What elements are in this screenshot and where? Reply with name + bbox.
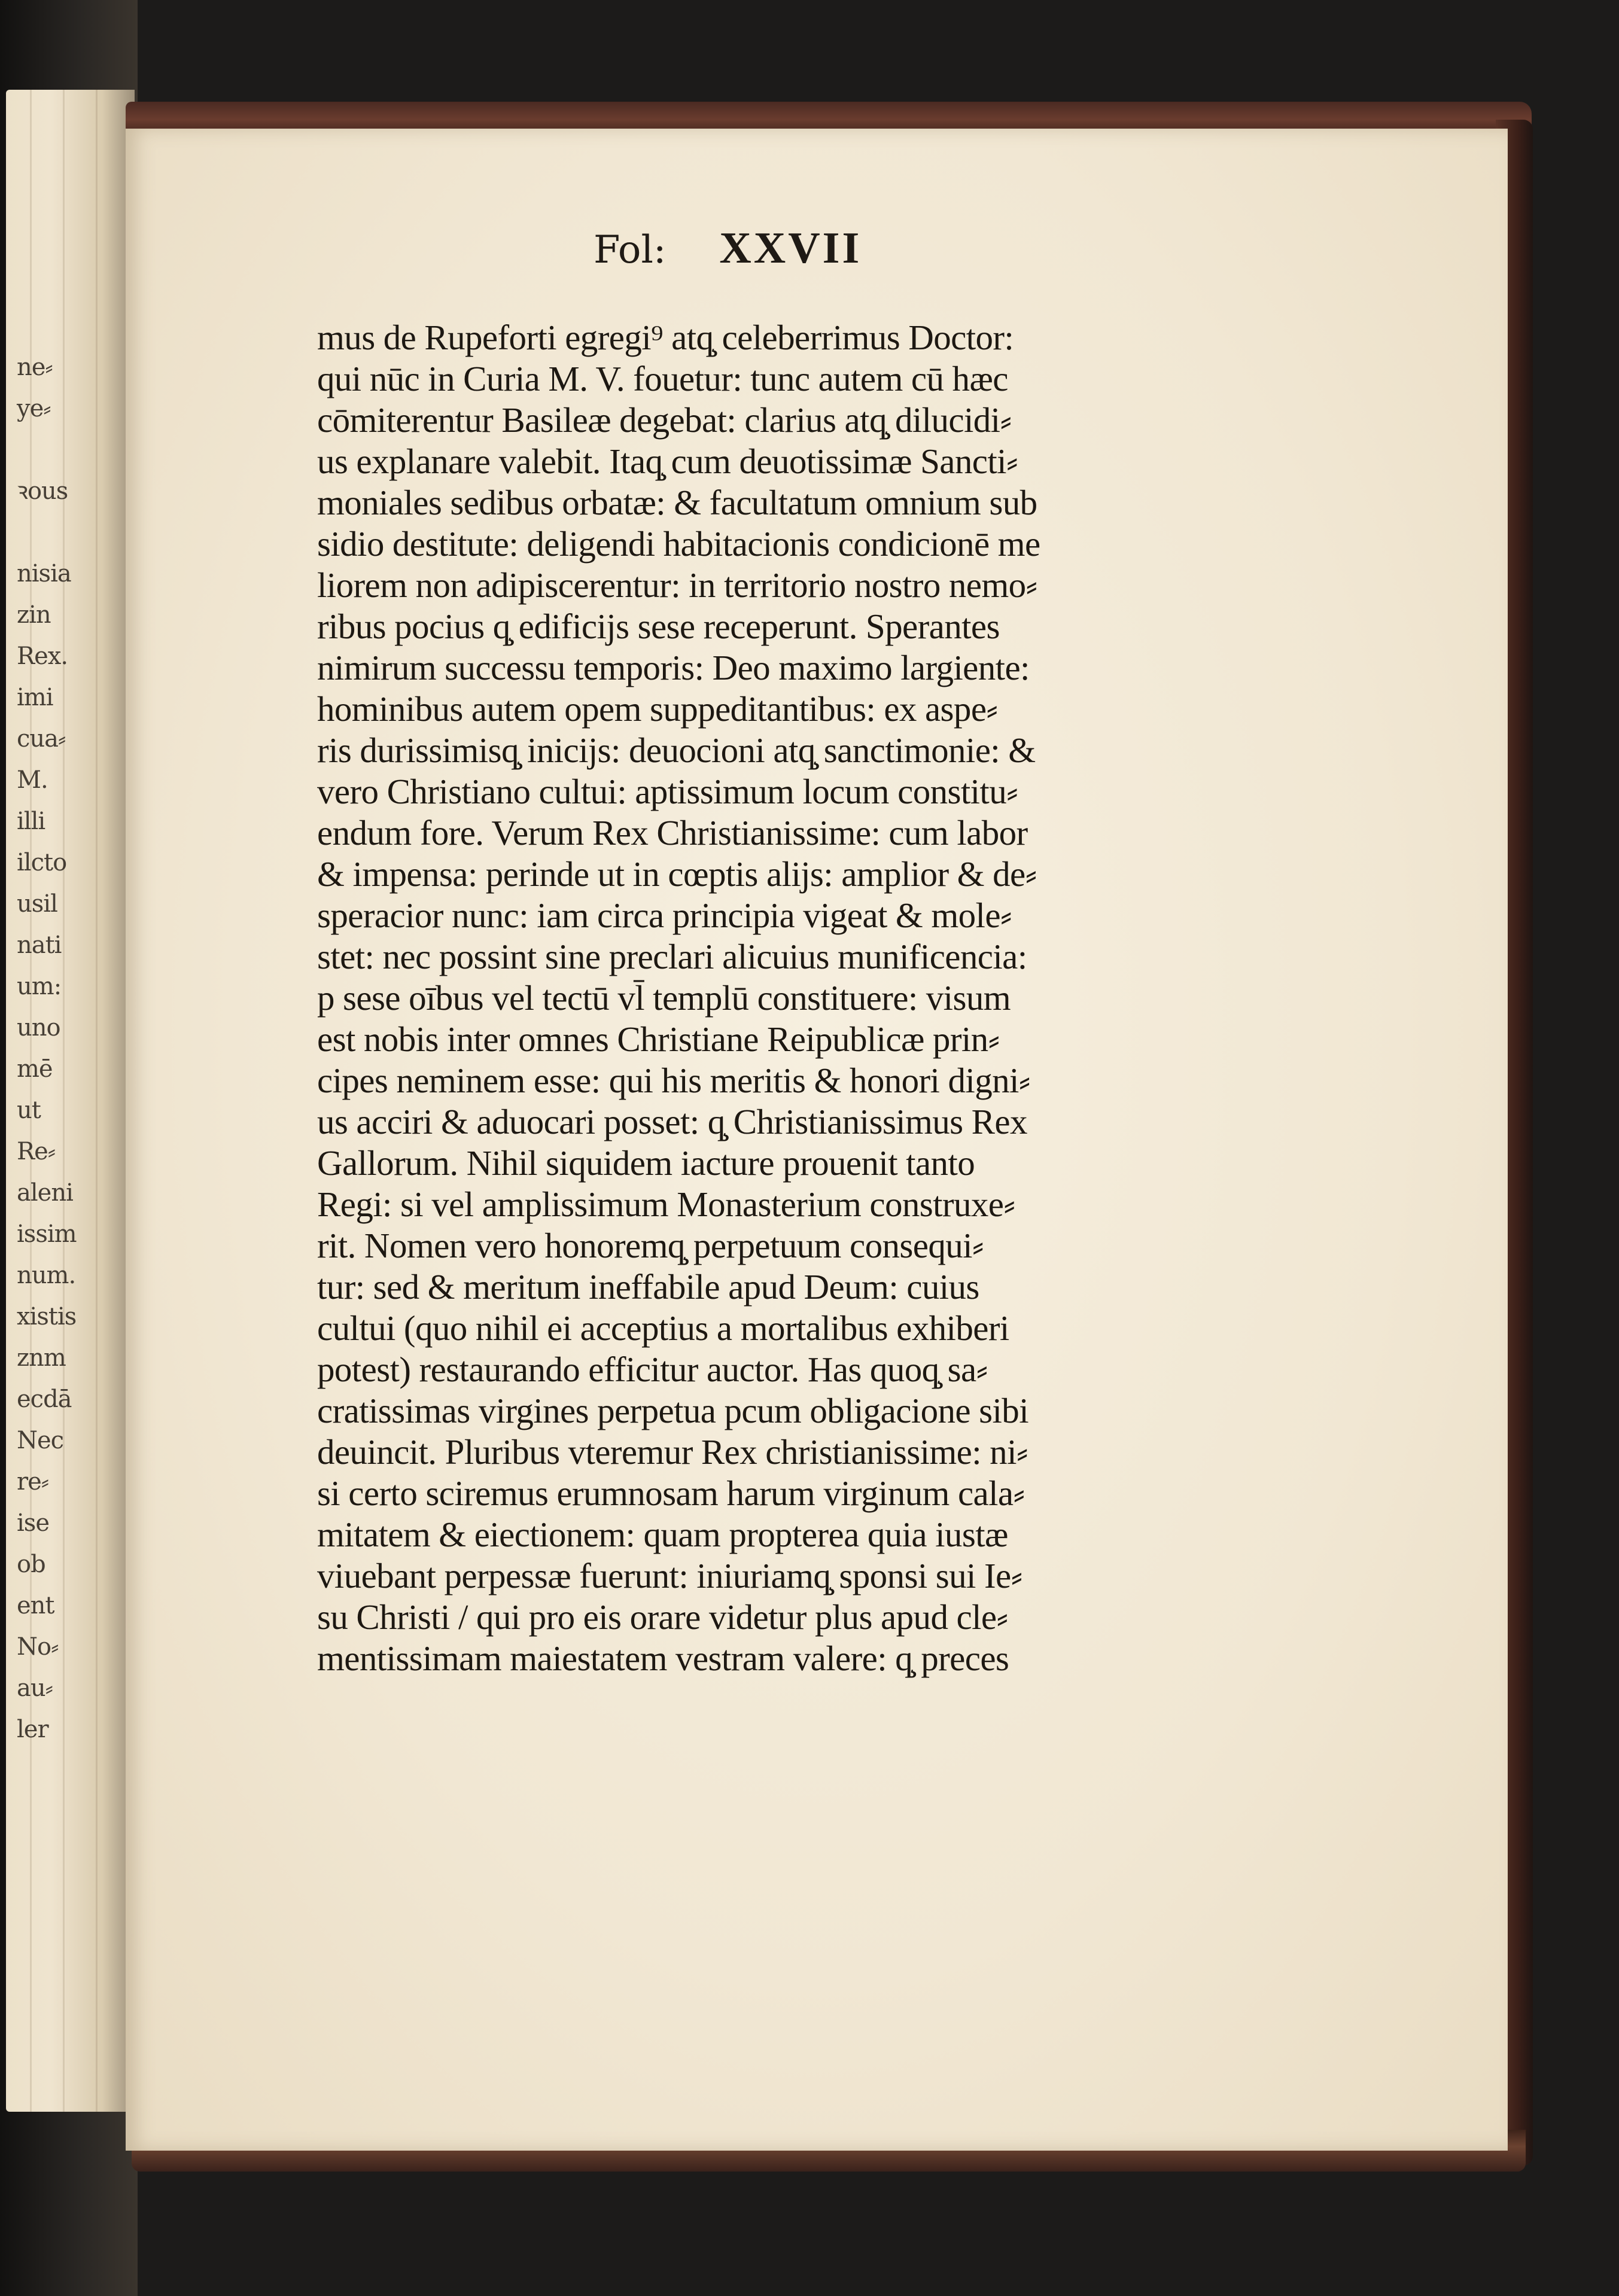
- facing-text-fragment: ne⸗: [17, 354, 53, 381]
- text-line: mentissimam maiestatem vestram valere: q̧ preces: [317, 1639, 1009, 1678]
- facing-text-fragment: mē: [17, 1055, 53, 1083]
- text-line: mitatem & eiectionem: quam propterea quia iustæ: [317, 1515, 1008, 1554]
- text-line: & impensa: perinde ut in cœptis alijs: amplior & de⸗: [317, 854, 1037, 894]
- text-line: moniales sedibus orbatæ: & facultatum omnium sub: [317, 483, 1037, 522]
- facing-text-fragment: nisia: [17, 560, 71, 587]
- text-line: nimirum successu temporis: Deo maximo largiente:: [317, 648, 1030, 687]
- text-line: deuincit. Pluribus vteremur Rex christianissime: ni⸗: [317, 1432, 1028, 1472]
- text-line: ribus pocius q̧ edificijs sese receperunt. Sperantes: [317, 607, 1000, 646]
- text-line: stet: nec possint sine preclari alicuius munificencia:: [317, 937, 1027, 976]
- text-line: su Christi / qui pro eis orare videtur plus apud cle⸗: [317, 1597, 1008, 1637]
- text-line: liorem non adipiscerentur: in territorio nostro nemo⸗: [317, 565, 1037, 605]
- facing-text-fragment: ise: [17, 1509, 49, 1537]
- text-line: Gallorum. Nihil siquidem iacture prouenit tanto: [317, 1143, 975, 1183]
- body-text: [317, 317, 1167, 1679]
- text-line: rit. Nomen vero honoremq̧ perpetuum consequi⸗: [317, 1226, 984, 1265]
- text-line: qui nūc in Curia M. V. fouetur: tunc autem cū hæc: [317, 359, 1008, 398]
- facing-text-fragment: [17, 430, 77, 471]
- text-line: si certo sciremus erumnosam harum virginum cala⸗: [317, 1473, 1025, 1513]
- facing-text-fragment: ut: [17, 1097, 41, 1124]
- text-line: endum fore. Verum Rex Christianissime: cum labor: [317, 813, 1028, 852]
- facing-text-fragment: re⸗: [17, 1468, 49, 1496]
- text-line: viuebant perpessæ fuerunt: iniuriamq̧ sponsi sui Ie⸗: [317, 1556, 1022, 1595]
- text-line: sidio destitute: deligendi habitacionis condicionē me: [317, 524, 1040, 564]
- text-line: mus de Rupeforti egregi⁹ atq̧ celeberrimus Doctor:: [317, 318, 1014, 357]
- text-line: p sese oībus vel tectū vl̄ templū constituere: visum: [317, 978, 1011, 1018]
- facing-text-fragment: au⸗: [17, 1674, 53, 1702]
- folio-label: Fol:: [594, 228, 667, 272]
- facing-text-fragment: nati: [17, 931, 62, 959]
- facing-text-fragment: imi: [17, 684, 53, 711]
- facing-text-fragment: No⸗: [17, 1633, 59, 1661]
- facing-text-fragment: ler: [17, 1716, 48, 1743]
- facing-text-fragment: issim: [17, 1220, 77, 1248]
- facing-text-fragment: M.: [17, 766, 48, 794]
- text-line: cratissimas virgines perpetua pcum obligacione sibi: [317, 1391, 1028, 1430]
- facing-text-fragment: xistis: [17, 1303, 77, 1330]
- facing-text-fragment: ye⸗: [17, 395, 51, 422]
- text-line: cōmiterentur Basileæ degebat: clarius atq̧ dilucidi⸗: [317, 400, 1012, 440]
- facing-page-edge: [6, 90, 135, 2112]
- text-line: speracior nunc: iam circa principia vigeat & mole⸗: [317, 896, 1012, 935]
- facing-text-fragment: ob: [17, 1551, 45, 1578]
- facing-text-fragment: ilcto: [17, 849, 67, 876]
- facing-text-fragment: [17, 512, 77, 553]
- facing-text-fragment: uno: [17, 1014, 60, 1042]
- facing-text-fragment: ent: [17, 1592, 54, 1619]
- facing-text-fragment: illi: [17, 808, 45, 835]
- text-line: us acciri & aduocari posset: q̧ Christianissimus Rex: [317, 1102, 1027, 1141]
- text-line: us explanare valebit. Itaq̧ cum deuotissimæ Sancti⸗: [317, 441, 1018, 481]
- facing-text-fragment: um:: [17, 973, 62, 1000]
- facing-text-fragment: Rex.: [17, 642, 68, 670]
- facing-page-text: [17, 347, 77, 1750]
- text-line: cipes neminem esse: qui his meritis & honori digni⸗: [317, 1061, 1030, 1100]
- facing-text-fragment: aleni: [17, 1179, 73, 1207]
- text-line: tur: sed & meritum ineffabile apud Deum: cuius: [317, 1267, 979, 1307]
- text-line: ris durissimisq̧ inicijs: deuocioni atq̧ sanctimonie: &: [317, 730, 1036, 770]
- facing-text-fragment: num.: [17, 1262, 76, 1289]
- text-line: hominibus autem opem suppeditantibus: ex aspe⸗: [317, 689, 998, 729]
- text-line: est nobis inter omnes Christiane Reipublicæ prin⸗: [317, 1019, 1000, 1059]
- page-edge-line: [96, 90, 98, 2112]
- folio-number: XXVII: [719, 224, 862, 273]
- facing-text-fragment: ecdā: [17, 1385, 72, 1413]
- facing-text-fragment: znm: [17, 1344, 66, 1372]
- text-line: vero Christiano cultui: aptissimum locum constitu⸗: [317, 772, 1018, 811]
- text-line: Regi: si vel amplissimum Monasterium construxe⸗: [317, 1184, 1015, 1224]
- facing-text-fragment: zin: [17, 601, 51, 629]
- facing-text-fragment: cua⸗: [17, 725, 66, 753]
- facing-text-fragment: usil: [17, 890, 57, 918]
- folio-header: [594, 218, 929, 278]
- text-line: potest) restaurando efficitur auctor. Has quoq̧ sa⸗: [317, 1350, 988, 1389]
- facing-text-fragment: Re⸗: [17, 1138, 56, 1165]
- text-line: cultui (quo nihil ei acceptius a mortalibus exhiberi: [317, 1308, 1009, 1348]
- facing-text-fragment: Nec: [17, 1427, 64, 1454]
- facing-text-fragment: ꝛous: [17, 477, 68, 505]
